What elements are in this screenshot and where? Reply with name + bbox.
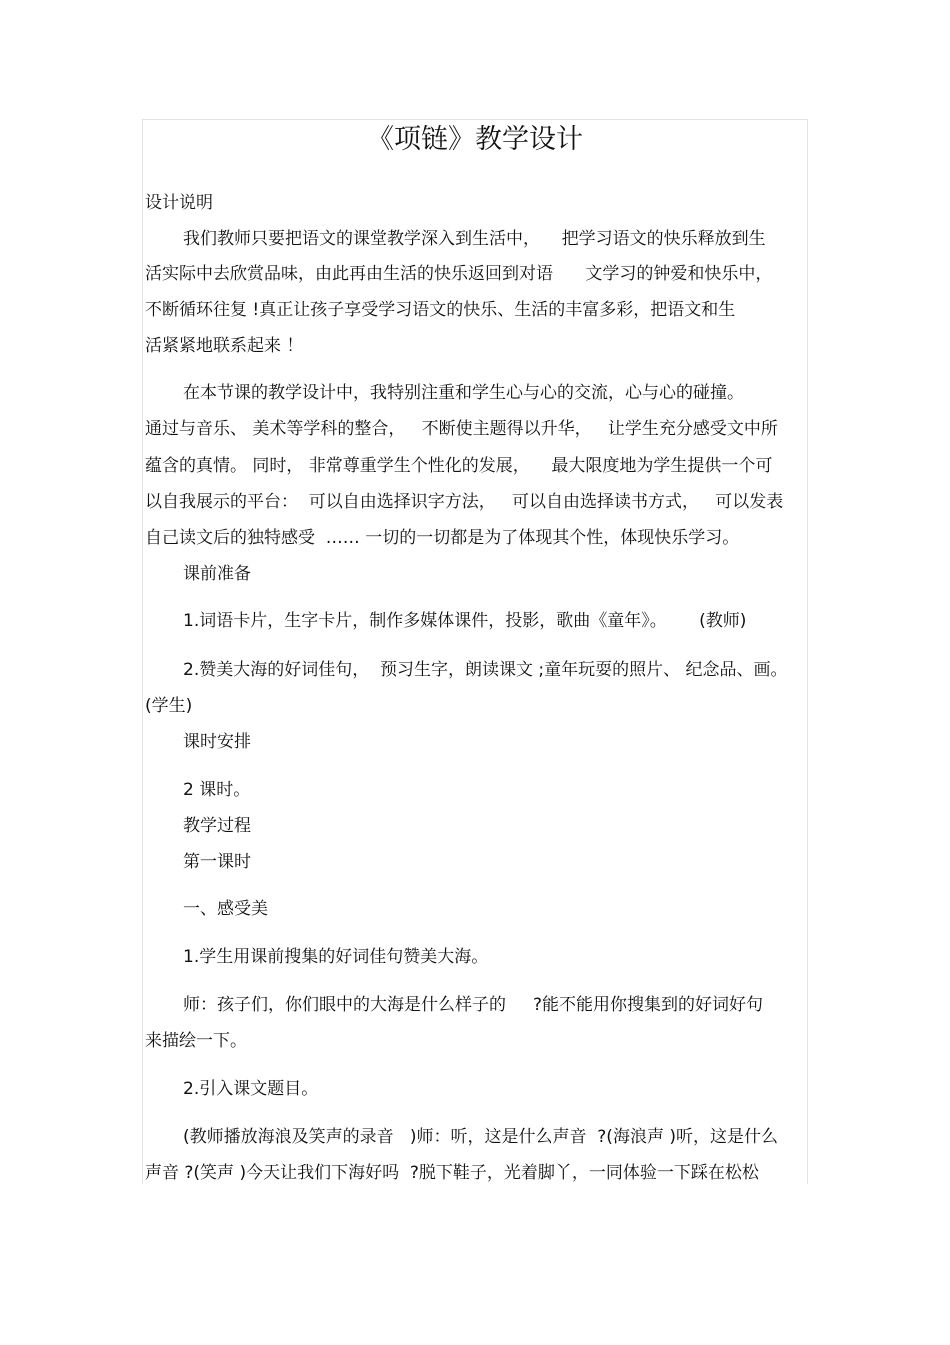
section-heading-schedule: 课时安排 bbox=[183, 732, 251, 752]
list-item: 1.学生用课前搜集的好词佳句赞美大海。 bbox=[183, 947, 489, 967]
paragraph-line: 活实际中去欣赏品味，由此再由生活的快乐返回到对语 文学习的钟爱和快乐中， bbox=[145, 264, 773, 284]
section-heading-process: 教学过程 bbox=[183, 816, 251, 836]
paragraph-line: 来描绘一下。 bbox=[145, 1031, 247, 1051]
paragraph-line: 2 课时。 bbox=[183, 780, 251, 800]
document-title: 《项链》教学设计 bbox=[367, 124, 583, 155]
section-heading-part-one: 一、感受美 bbox=[183, 899, 268, 919]
paragraph-line: (教师播放海浪及笑声的录音 )师：听，这是什么声音 ?(海浪声 )听，这是什么 bbox=[183, 1127, 778, 1147]
paragraph-line: 以自我展示的平台： 可以自由选择识字方法， 可以自由选择读书方式， 可以发表 bbox=[145, 492, 784, 512]
section-heading-design-notes: 设计说明 bbox=[145, 193, 213, 213]
paragraph-line: 声音 ?(笑声 )今天让我们下海好吗 ?脱下鞋子，光着脚丫，一同体验一下踩在松松 bbox=[145, 1163, 759, 1183]
paragraph-line: 活紧紧地联系起来 ！ bbox=[145, 336, 304, 356]
paragraph-line: 在本节课的教学设计中，我特别注重和学生心与心的交流，心与心的碰撞。 bbox=[183, 383, 744, 403]
list-item: 2.赞美大海的好词佳句， 预习生字，朗读课文 ;童年玩耍的照片、 纪念品、画。 bbox=[183, 660, 788, 680]
paragraph-line: 师：孩子们，你们眼中的大海是什么样子的 ?能不能用你搜集到的好词好句 bbox=[183, 995, 764, 1015]
section-heading-preparation: 课前准备 bbox=[183, 564, 251, 584]
paragraph-line: 蕴含的真情。 同时， 非常尊重学生个性化的发展， 最大限度地为学生提供一个可 bbox=[145, 456, 773, 476]
list-item: 2.引入课文题目。 bbox=[183, 1079, 319, 1099]
section-heading-first-lesson: 第一课时 bbox=[183, 852, 251, 872]
paragraph-line: 不断循环往复 !真正让孩子享受学习语文的快乐、生活的丰富多彩，把语文和生 bbox=[145, 300, 736, 320]
paragraph-line: 通过与音乐、 美术等学科的整合， 不断使主题得以升华， 让学生充分感受文中所 bbox=[145, 419, 778, 439]
paragraph-line: 我们教师只要把语文的课堂教学深入到生活中， 把学习语文的快乐释放到生 bbox=[183, 229, 766, 249]
list-item: 1.词语卡片，生字卡片，制作多媒体课件，投影，歌曲《童年》。 (教师) bbox=[183, 611, 747, 631]
paragraph-line: (学生) bbox=[145, 696, 193, 716]
paragraph-line: 自己读文后的独特感受 …… 一切的一切都是为了体现其个性，体现快乐学习。 bbox=[145, 528, 740, 548]
